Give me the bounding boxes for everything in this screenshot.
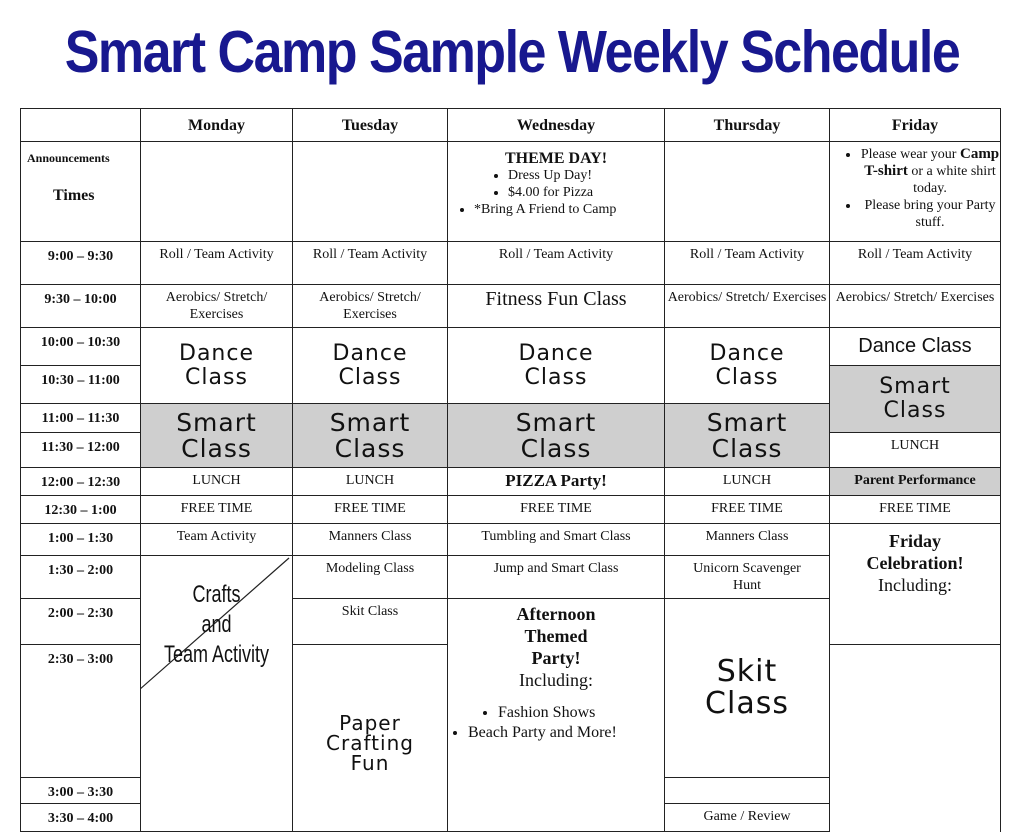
time-slot: 2:30 – 3:00 — [21, 645, 141, 778]
schedule-cell: Parent Performance — [830, 468, 1001, 496]
schedule-cell: Manners Class — [665, 524, 830, 556]
schedule-cell: Dance Class — [141, 328, 293, 404]
schedule-cell: Jump and Smart Class — [448, 556, 665, 599]
schedule-cell: FREE TIME — [141, 496, 293, 524]
schedule-cell: Manners Class — [293, 524, 448, 556]
afternoon-heading: Afternoon Themed Party! — [516, 604, 596, 668]
schedule-cell: Dance Class — [665, 328, 830, 404]
schedule-cell: Roll / Team Activity — [293, 242, 448, 285]
schedule-cell: Unicorn Scavenger Hunt — [665, 556, 830, 599]
ann-friday — [830, 142, 1001, 242]
schedule-cell: Smart Class — [830, 366, 1001, 433]
corner-cell — [21, 109, 141, 142]
including-label: Including: — [878, 575, 952, 595]
schedule-cell: Fitness Fun Class — [448, 285, 665, 328]
list-item: • $4.00 for Pizza — [508, 184, 664, 201]
celebration-heading: Friday Celebration! — [866, 531, 964, 573]
crafts-label: Crafts and Team Activity — [163, 581, 270, 668]
table-row — [21, 242, 1001, 285]
schedule-cell: Skit Class — [293, 599, 448, 645]
ann-thursday — [665, 142, 830, 242]
schedule-cell: Tumbling and Smart Class — [448, 524, 665, 556]
schedule-cell: FREE TIME — [448, 496, 665, 524]
list-item: • Beach Party and More! — [468, 723, 664, 743]
ann-tuesday — [293, 142, 448, 242]
announcements-text: Announcements — [27, 151, 110, 165]
time-slot: 9:30 – 10:00 — [21, 285, 141, 328]
announcements-label — [21, 142, 141, 242]
list-item: • Fashion Shows — [498, 703, 664, 723]
table-row — [21, 468, 1001, 496]
schedule-cell: FREE TIME — [830, 496, 1001, 524]
table-row — [21, 524, 1001, 556]
schedule-cell: Dance Class — [293, 328, 448, 404]
ann-wednesday — [448, 142, 665, 242]
announcements-row — [21, 142, 1001, 242]
theme-day-heading: THEME DAY! — [504, 150, 608, 167]
schedule-cell: FREE TIME — [293, 496, 448, 524]
schedule-cell: Aerobics/ Stretch/ Exercises — [665, 285, 830, 328]
schedule-table — [20, 108, 1001, 832]
table-row — [21, 328, 1001, 366]
schedule-cell: LUNCH — [830, 433, 1001, 468]
schedule-cell: Aerobics/ Stretch/ Exercises — [293, 285, 448, 328]
time-slot: 11:00 – 11:30 — [21, 404, 141, 433]
page-title: Smart Camp Sample Weekly Schedule — [64, 19, 960, 86]
friday-celebration-cell — [830, 524, 1001, 645]
schedule-cell: Smart Class — [293, 404, 448, 468]
schedule-cell: Aerobics/ Stretch/ Exercises — [141, 285, 293, 328]
schedule-cell: Skit Class — [665, 599, 830, 778]
schedule-cell: LUNCH — [665, 468, 830, 496]
time-slot: 10:00 – 10:30 — [21, 328, 141, 366]
time-slot: 12:00 – 12:30 — [21, 468, 141, 496]
time-slot: 2:00 – 2:30 — [21, 599, 141, 645]
day-monday: Monday — [141, 109, 293, 142]
schedule-cell: Roll / Team Activity — [448, 242, 665, 285]
schedule-cell: LUNCH — [141, 468, 293, 496]
time-slot: 10:30 – 11:00 — [21, 366, 141, 404]
time-slot: 11:30 – 12:00 — [21, 433, 141, 468]
schedule-cell: Modeling Class — [293, 556, 448, 599]
schedule-cell: Smart Class — [141, 404, 293, 468]
schedule-cell: Game / Review — [665, 804, 830, 832]
day-thursday: Thursday — [665, 109, 830, 142]
time-slot: 3:30 – 4:00 — [21, 804, 141, 832]
schedule-cell: Dance Class — [448, 328, 665, 404]
times-label: Times — [53, 187, 95, 204]
table-row — [21, 285, 1001, 328]
list-item: • Dress Up Day! — [508, 167, 664, 184]
schedule-cell: Roll / Team Activity — [830, 242, 1001, 285]
schedule-cell: Aerobics/ Stretch/ Exercises — [830, 285, 1001, 328]
time-slot: 1:00 – 1:30 — [21, 524, 141, 556]
schedule-cell: Team Activity — [141, 524, 293, 556]
schedule-cell: Roll / Team Activity — [665, 242, 830, 285]
time-slot: 12:30 – 1:00 — [21, 496, 141, 524]
time-slot: 1:30 – 2:00 — [21, 556, 141, 599]
table-row — [21, 496, 1001, 524]
ann-monday — [141, 142, 293, 242]
including-label: Including: — [519, 670, 593, 690]
list-item: • Please bring your Party stuff. — [860, 197, 1000, 231]
crafts-cell — [141, 556, 293, 832]
list-item: • Please wear your Camp T-shirt or a white shirt today. — [860, 146, 1000, 197]
schedule-cell: Dance Class — [830, 328, 1001, 366]
schedule-cell — [665, 778, 830, 804]
day-friday: Friday — [830, 109, 1001, 142]
schedule-cell: Paper Crafting Fun — [293, 645, 448, 832]
time-slot: 9:00 – 9:30 — [21, 242, 141, 285]
day-wednesday: Wednesday — [448, 109, 665, 142]
schedule-cell: PIZZA Party! — [448, 468, 665, 496]
header-row — [21, 109, 1001, 142]
schedule-cell: Smart Class — [448, 404, 665, 468]
schedule-cell: Roll / Team Activity — [141, 242, 293, 285]
day-tuesday: Tuesday — [293, 109, 448, 142]
schedule-cell: Smart Class — [665, 404, 830, 468]
time-slot: 3:00 – 3:30 — [21, 778, 141, 804]
afternoon-cell — [448, 599, 665, 832]
schedule-cell: FREE TIME — [665, 496, 830, 524]
schedule-cell: LUNCH — [293, 468, 448, 496]
list-item: • *Bring A Friend to Camp — [474, 201, 664, 218]
